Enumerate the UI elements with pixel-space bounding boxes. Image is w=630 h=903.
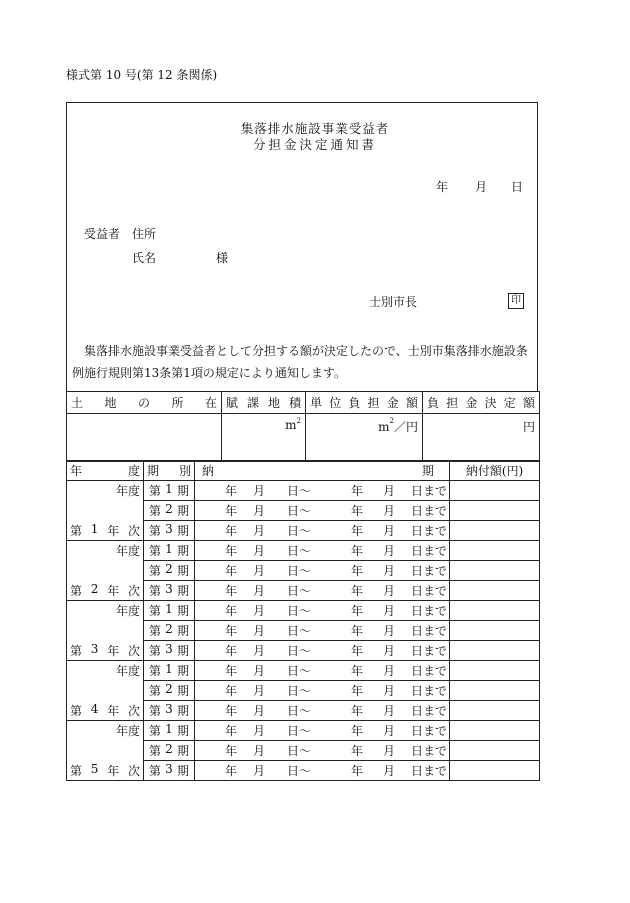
range-to-day: 日まで (410, 624, 447, 638)
year-cell (67, 741, 144, 761)
range-to-month: 月 (382, 724, 395, 738)
range-to-day: 日まで (410, 644, 447, 658)
date-year: 年 (436, 180, 449, 194)
period-cell (144, 561, 195, 581)
header-period-text: 期 別 (147, 464, 191, 478)
table-row (67, 621, 540, 641)
period-cell (144, 541, 195, 561)
range-to-year: 年 (350, 664, 363, 678)
period-cell (144, 521, 195, 541)
period-cell (144, 641, 195, 661)
range-from-day: 日〜 (286, 684, 311, 698)
range-from-year: 年 (224, 744, 237, 758)
period-cell (144, 741, 195, 761)
area-unit-sup: 2 (296, 417, 301, 425)
range-to-year: 年 (350, 764, 363, 778)
payment-amount-cell (450, 721, 540, 741)
range-from-day: 日〜 (286, 704, 311, 718)
year-cell: 年度 (67, 601, 144, 621)
range-to-year: 年 (350, 484, 363, 498)
year-cell (67, 641, 144, 661)
period-label: 第 2 期 (149, 682, 189, 698)
header-land-location (67, 392, 222, 414)
range-from-year: 年 (224, 584, 237, 598)
range-to-day: 日まで (410, 584, 447, 598)
range-to-day: 日まで (410, 724, 447, 738)
period-label: 第 3 期 (149, 642, 189, 658)
range-to-year: 年 (350, 684, 363, 698)
range-from-day: 日〜 (286, 724, 311, 738)
land-location-value (67, 414, 222, 462)
payment-range-cell (195, 721, 450, 741)
address-label: 住所 (132, 227, 157, 241)
year-cell (67, 501, 144, 521)
header-assessed-area-text: 賦 課 地 積 (226, 396, 301, 410)
range-to-day: 日まで (410, 664, 447, 678)
payment-amount-cell (450, 761, 540, 781)
payment-range-cell (195, 621, 450, 641)
table-row (67, 481, 540, 501)
table-row (67, 761, 540, 781)
honorific: 様 (216, 251, 229, 265)
range-to-month: 月 (382, 584, 395, 598)
range-from-day: 日〜 (286, 504, 311, 518)
range-from-day: 日〜 (286, 664, 311, 678)
payment-range-cell (195, 561, 450, 581)
range-from-year: 年 (224, 684, 237, 698)
table-row (67, 661, 540, 681)
range-to-month: 月 (382, 524, 395, 538)
payment-amount-cell (450, 621, 540, 641)
period-label: 第 1 期 (149, 662, 189, 678)
range-from-day: 日〜 (286, 604, 311, 618)
range-to-year: 年 (350, 724, 363, 738)
range-to-month: 月 (382, 764, 395, 778)
header-assessed-area (222, 392, 306, 414)
payment-amount-cell (450, 481, 540, 501)
range-from-year: 年 (224, 624, 237, 638)
table-row (67, 641, 540, 661)
range-from-month: 月 (252, 664, 265, 678)
period-label: 第 2 期 (149, 622, 189, 638)
unit-price-area-unit: m (378, 420, 390, 434)
range-to-day: 日まで (410, 764, 447, 778)
range-from-month: 月 (252, 504, 265, 518)
year-number-label: 第 4 年 次 (70, 701, 140, 718)
payment-amount-cell (450, 701, 540, 721)
range-to-year: 年 (350, 504, 363, 518)
range-from-day: 日〜 (286, 644, 311, 658)
table-row (67, 521, 540, 541)
unit-price-value (306, 414, 423, 462)
period-label: 第 1 期 (149, 482, 189, 498)
range-to-day: 日まで (410, 744, 447, 758)
range-from-year: 年 (224, 724, 237, 738)
payment-amount-cell (450, 541, 540, 561)
date-day: 日 (511, 180, 524, 194)
payment-range-cell (195, 521, 450, 541)
range-to-year: 年 (350, 604, 363, 618)
range-from-month: 月 (252, 724, 265, 738)
year-cell: 年度 (67, 481, 144, 501)
header-year-text: 年 度 (70, 464, 140, 478)
year-number-label: 第 3 年 次 (70, 641, 140, 658)
payment-range-cell (195, 481, 450, 501)
payment-range-cell (195, 741, 450, 761)
table-row (67, 501, 540, 521)
payment-amount-cell (450, 521, 540, 541)
year-cell (67, 621, 144, 641)
header-unit-price-text: 単 位 負 担 金 額 (310, 396, 418, 410)
payment-amount-cell (450, 741, 540, 761)
range-to-month: 月 (382, 644, 395, 658)
range-to-year: 年 (350, 624, 363, 638)
payment-range-cell (195, 701, 450, 721)
range-to-day: 日まで (410, 504, 447, 518)
period-cell (144, 621, 195, 641)
range-to-month: 月 (382, 744, 395, 758)
range-from-month: 月 (252, 564, 265, 578)
table-row (67, 561, 540, 581)
name-label: 氏名 (132, 251, 157, 265)
header-payment-period (195, 461, 450, 481)
year-number-label: 第 5 年 次 (70, 761, 140, 778)
range-from-month: 月 (252, 764, 265, 778)
period-label: 第 3 期 (149, 582, 189, 598)
table-row (67, 741, 540, 761)
table-row (67, 601, 540, 621)
range-from-day: 日〜 (286, 744, 311, 758)
range-from-day: 日〜 (286, 564, 311, 578)
seal-mark: 印 (508, 293, 524, 309)
range-to-day: 日まで (410, 604, 447, 618)
period-label: 第 1 期 (149, 542, 189, 558)
range-from-month: 月 (252, 704, 265, 718)
range-from-year: 年 (224, 604, 237, 618)
year-cell (67, 581, 144, 601)
period-cell (144, 661, 195, 681)
payment-amount-cell (450, 641, 540, 661)
payment-range-cell (195, 581, 450, 601)
range-from-month: 月 (252, 644, 265, 658)
range-from-day: 日〜 (286, 524, 311, 538)
range-to-day: 日まで (410, 684, 447, 698)
table-row (67, 681, 540, 701)
range-from-month: 月 (252, 584, 265, 598)
payment-range-cell (195, 541, 450, 561)
header-land-location-text: 土 地 の 所 在 (71, 396, 217, 410)
range-to-day: 日まで (410, 564, 447, 578)
recipient-label: 受益者 (84, 227, 121, 241)
payment-amount-cell (450, 601, 540, 621)
range-from-year: 年 (224, 764, 237, 778)
unit-price-area-sup: 2 (389, 417, 394, 425)
table-row (67, 581, 540, 601)
range-to-year: 年 (350, 744, 363, 758)
period-cell (144, 481, 195, 501)
period-cell (144, 601, 195, 621)
header-period (144, 461, 195, 481)
range-to-year: 年 (350, 644, 363, 658)
year-cell (67, 761, 144, 781)
range-to-year: 年 (350, 704, 363, 718)
payment-range-cell (195, 501, 450, 521)
header-decided-amount-text: 負 担 金 決 定 額 (427, 396, 535, 410)
range-to-month: 月 (382, 704, 395, 718)
range-to-month: 月 (382, 504, 395, 518)
form-number-label: 様式第 10 号(第 12 条関係) (66, 68, 218, 82)
year-cell (67, 521, 144, 541)
payment-range-cell (195, 601, 450, 621)
range-from-day: 日〜 (286, 484, 311, 498)
range-from-year: 年 (224, 524, 237, 538)
year-number-label: 第 1 年 次 (70, 521, 140, 538)
range-from-day: 日〜 (286, 544, 311, 558)
range-from-day: 日〜 (286, 624, 311, 638)
period-cell (144, 701, 195, 721)
payment-amount-cell (450, 581, 540, 601)
date-month: 月 (475, 180, 488, 194)
payment-range-cell (195, 761, 450, 781)
payment-amount-cell (450, 681, 540, 701)
payment-range-cell (195, 661, 450, 681)
range-from-month: 月 (252, 484, 265, 498)
period-label: 第 2 期 (149, 742, 189, 758)
range-to-year: 年 (350, 524, 363, 538)
range-to-month: 月 (382, 624, 395, 638)
range-from-month: 月 (252, 624, 265, 638)
header-amount: 納付額(円) (450, 461, 540, 481)
range-to-year: 年 (350, 544, 363, 558)
year-cell (67, 701, 144, 721)
payment-range-cell (195, 681, 450, 701)
decided-amount-value (423, 414, 540, 462)
period-cell (144, 761, 195, 781)
area-unit: m (285, 418, 297, 432)
range-from-month: 月 (252, 524, 265, 538)
header-decided-amount (423, 392, 540, 414)
range-from-year: 年 (224, 644, 237, 658)
range-from-year: 年 (224, 484, 237, 498)
table-row (67, 701, 540, 721)
range-to-month: 月 (382, 684, 395, 698)
period-cell (144, 721, 195, 741)
period-label: 第 2 期 (149, 502, 189, 518)
range-from-month: 月 (252, 744, 265, 758)
payment-amount-cell (450, 561, 540, 581)
period-cell (144, 581, 195, 601)
period-label: 第 3 期 (149, 762, 189, 778)
range-from-day: 日〜 (286, 764, 311, 778)
period-cell (144, 501, 195, 521)
period-cell (144, 681, 195, 701)
range-from-year: 年 (224, 504, 237, 518)
range-to-day: 日まで (410, 544, 447, 558)
year-cell (67, 681, 144, 701)
header-pay-right: 期 (421, 464, 434, 478)
table-row (67, 721, 540, 741)
document-title-line2: 分担金決定通知書 (252, 137, 377, 152)
range-to-year: 年 (350, 584, 363, 598)
header-pay-left: 納 (202, 464, 215, 478)
range-to-month: 月 (382, 664, 395, 678)
issuer-name: 士別市長 (369, 295, 418, 309)
range-from-year: 年 (224, 544, 237, 558)
range-to-month: 月 (382, 604, 395, 618)
range-to-year: 年 (350, 564, 363, 578)
range-to-month: 月 (382, 544, 395, 558)
year-cell: 年度 (67, 541, 144, 561)
range-from-year: 年 (224, 564, 237, 578)
document-title-line1: 集落排水施設事業受益者 (240, 121, 390, 136)
range-from-month: 月 (252, 544, 265, 558)
year-cell: 年度 (67, 661, 144, 681)
range-to-day: 日まで (410, 524, 447, 538)
period-label: 第 3 期 (149, 702, 189, 718)
header-unit-price (306, 392, 423, 414)
range-from-year: 年 (224, 704, 237, 718)
header-year (67, 461, 144, 481)
range-to-day: 日まで (410, 484, 447, 498)
unit-price-suffix: ／円 (393, 420, 418, 434)
payment-amount-cell (450, 661, 540, 681)
range-from-month: 月 (252, 684, 265, 698)
payment-table (66, 460, 540, 781)
period-label: 第 3 期 (149, 522, 189, 538)
year-cell: 年度 (67, 721, 144, 741)
range-from-month: 月 (252, 604, 265, 618)
range-to-day: 日まで (410, 704, 447, 718)
amount-unit: 円 (522, 420, 535, 434)
range-from-year: 年 (224, 664, 237, 678)
range-to-month: 月 (382, 484, 395, 498)
range-to-month: 月 (382, 564, 395, 578)
period-label: 第 1 期 (149, 602, 189, 618)
period-label: 第 1 期 (149, 722, 189, 738)
year-number-label: 第 2 年 次 (70, 581, 140, 598)
table-row (67, 541, 540, 561)
land-table (66, 391, 540, 462)
payment-range-cell (195, 641, 450, 661)
range-from-day: 日〜 (286, 584, 311, 598)
period-label: 第 2 期 (149, 562, 189, 578)
year-cell (67, 561, 144, 581)
assessed-area-value (222, 414, 306, 462)
notice-body-text: 集落排水施設事業受益者として分担する額が決定したので、士別市集落排水施設条例施行規則第13条第1項の規定により通知します。 (72, 344, 528, 380)
payment-amount-cell (450, 501, 540, 521)
